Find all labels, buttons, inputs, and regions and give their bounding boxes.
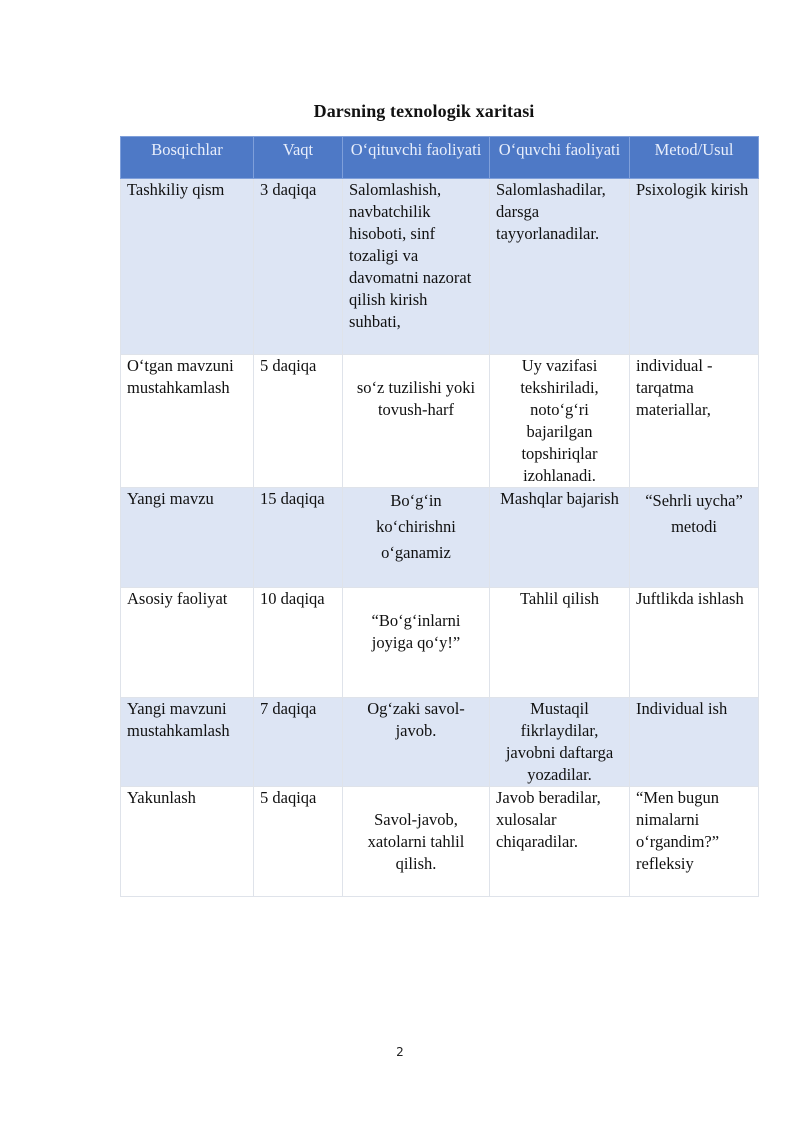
header-stage: Bosqichlar — [121, 137, 254, 179]
cell-method: Psixologik kirish — [630, 179, 759, 355]
header-teacher-activity: O‘qituvchi faoliyati — [343, 137, 490, 179]
page-number: 2 — [396, 1045, 404, 1059]
cell-method: Juftlikda ishlash — [630, 588, 759, 698]
cell-student-activity: Tahlil qilish — [490, 588, 630, 698]
cell-time: 5 daqiqa — [254, 787, 343, 897]
cell-student-activity: Salomlashadilar, darsga tayyorlanadilar. — [490, 179, 630, 355]
cell-method: “Sehrli uycha” metodi — [630, 488, 759, 588]
cell-student-activity: Javob beradilar, xulosalar chiqaradilar. — [490, 787, 630, 897]
cell-teacher-activity: Savol-javob, xatolarni tahlil qilish. — [343, 787, 490, 897]
cell-method: individual - tarqatma materiallar, — [630, 355, 759, 488]
cell-stage: Yangi mavzuni mustahkamlash — [121, 698, 254, 787]
cell-stage: Yakunlash — [121, 787, 254, 897]
page-title: Darsning texnologik xaritasi — [313, 101, 535, 121]
cell-stage: O‘tgan mavzuni mustahkamlash — [121, 355, 254, 488]
cell-time: 15 daqiqa — [254, 488, 343, 588]
cell-teacher-activity: “Bo‘g‘inlarni joyiga qo‘y!” — [343, 588, 490, 698]
cell-student-activity: Mustaqil fikrlaydilar, javobni daftarga yozadilar. — [490, 698, 630, 787]
cell-method: Individual ish — [630, 698, 759, 787]
cell-student-activity: Mashqlar bajarish — [490, 488, 630, 588]
cell-time: 3 daqiqa — [254, 179, 343, 355]
lesson-plan-table — [120, 136, 759, 897]
table-row — [121, 355, 759, 488]
header-student-activity: O‘quvchi faoliyati — [490, 137, 630, 179]
cell-teacher-activity: Salomlashish, navbatchilik hisoboti, sinf tozaligi va davomatni nazorat qilish kirish suhbati, — [343, 179, 490, 355]
cell-student-activity: Uy vazifasi tekshiriladi, noto‘g‘ri bajarilgan topshiriqlar izohlanadi. — [490, 355, 630, 488]
header-method: Metod/Usul — [630, 137, 759, 179]
cell-time: 10 daqiqa — [254, 588, 343, 698]
cell-time: 5 daqiqa — [254, 355, 343, 488]
table-row — [121, 698, 759, 787]
cell-teacher-activity: Og‘zaki savol-javob. — [343, 698, 490, 787]
table-row — [121, 488, 759, 588]
table-row — [121, 787, 759, 897]
cell-stage: Tashkiliy qism — [121, 179, 254, 355]
cell-teacher-activity: Bo‘g‘in ko‘chirishni o‘ganamiz — [343, 488, 490, 588]
cell-time: 7 daqiqa — [254, 698, 343, 787]
cell-stage: Yangi mavzu — [121, 488, 254, 588]
cell-teacher-activity: so‘z tuzilishi yoki tovush-harf — [343, 355, 490, 488]
table-row — [121, 588, 759, 698]
cell-method: “Men bugun nimalarni o‘rgandim?” refleksiy — [630, 787, 759, 897]
table-row — [121, 179, 759, 355]
table-header-row — [121, 137, 759, 179]
header-time: Vaqt — [254, 137, 343, 179]
cell-stage: Asosiy faoliyat — [121, 588, 254, 698]
